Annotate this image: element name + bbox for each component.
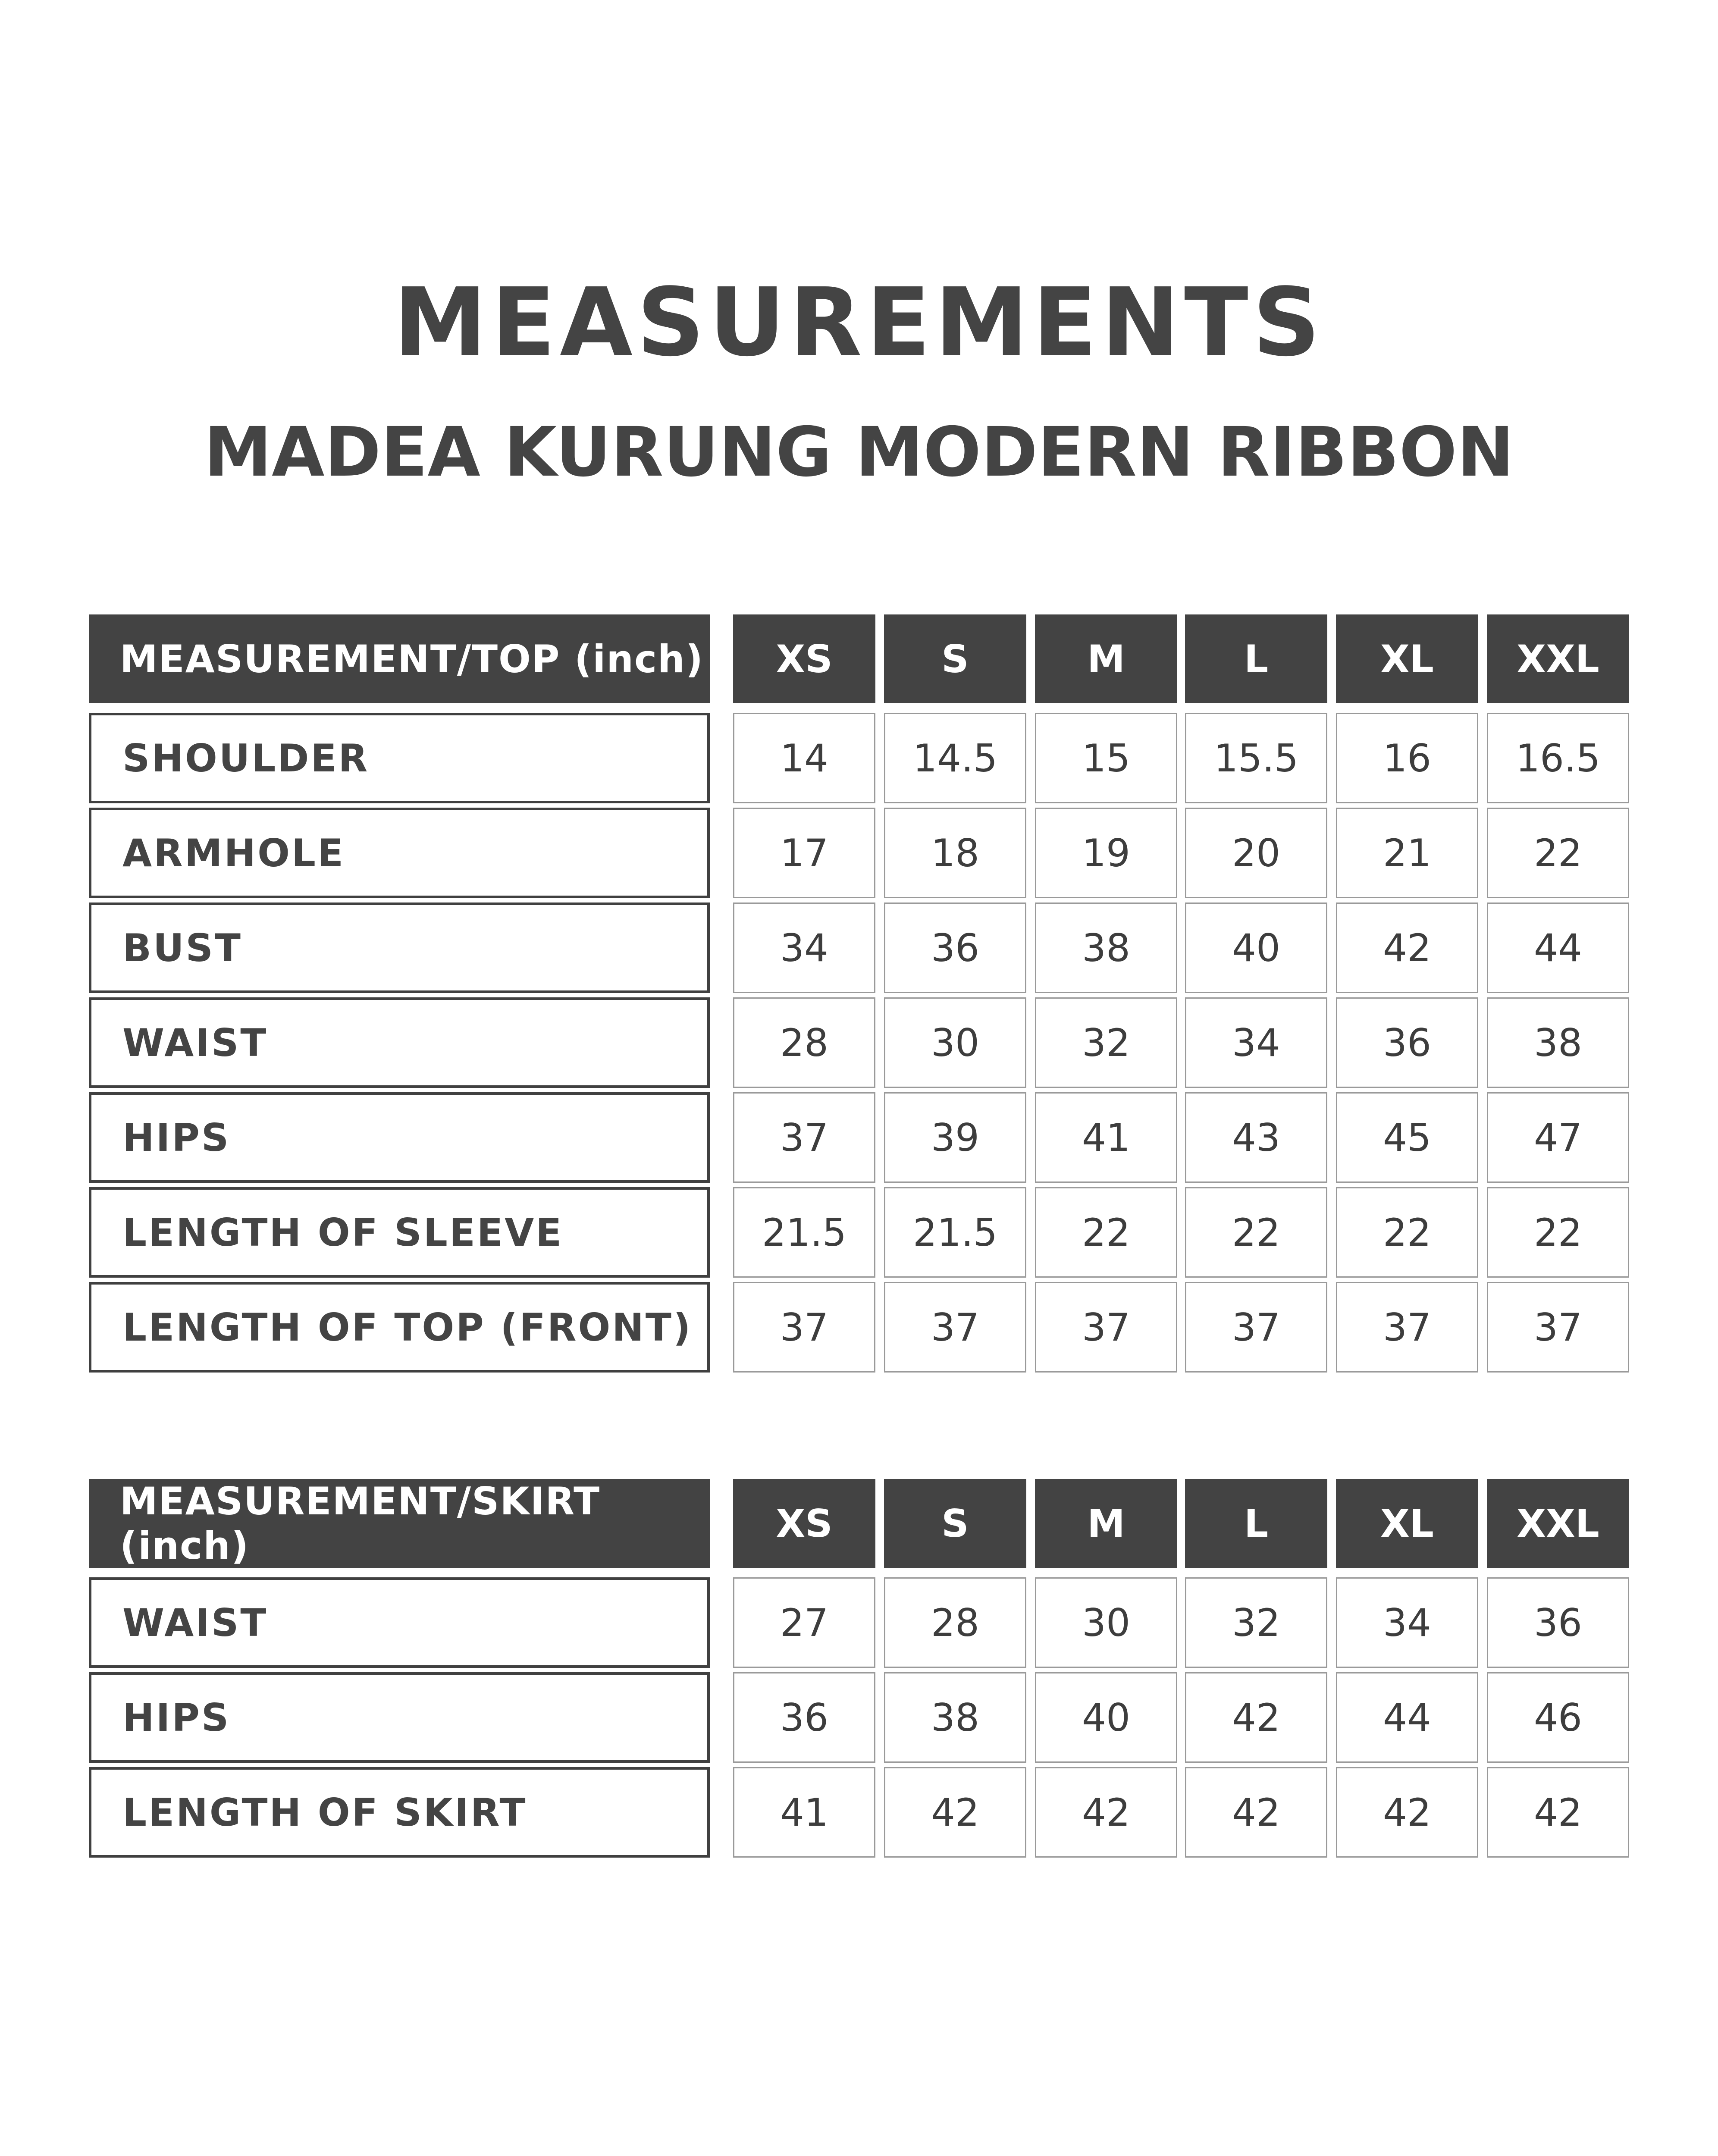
size-header: XXL: [1487, 614, 1629, 703]
table-cell: 37: [1035, 1282, 1177, 1373]
table-cell: 38: [1035, 903, 1177, 993]
table-cell: 41: [1035, 1092, 1177, 1183]
table-cell: 36: [733, 1672, 875, 1763]
table-cell: 37: [884, 1282, 1026, 1373]
table-cell: 44: [1336, 1672, 1478, 1763]
table-cell: 21.5: [884, 1187, 1026, 1278]
size-header: M: [1035, 614, 1177, 703]
table-cell: 32: [1185, 1577, 1327, 1668]
table-header-label: MEASUREMENT/SKIRT (inch): [89, 1479, 710, 1568]
table-cell: 17: [733, 808, 875, 898]
table-cell: 22: [1487, 808, 1629, 898]
table-cell: 38: [884, 1672, 1026, 1763]
size-header: XXL: [1487, 1479, 1629, 1568]
table-cell: 43: [1185, 1092, 1327, 1183]
table-cell: 22: [1185, 1187, 1327, 1278]
table-cell: 36: [1336, 997, 1478, 1088]
table-cell: 30: [1035, 1577, 1177, 1668]
table-cell: 45: [1336, 1092, 1478, 1183]
row-label: SHOULDER: [89, 713, 710, 803]
size-header: XL: [1336, 614, 1478, 703]
table-cell: 42: [1336, 1767, 1478, 1858]
table-cell: 19: [1035, 808, 1177, 898]
table-cell: 37: [1336, 1282, 1478, 1373]
table-cell: 42: [1035, 1767, 1177, 1858]
table-cell: 39: [884, 1092, 1026, 1183]
table-cell: 46: [1487, 1672, 1629, 1763]
table-cell: 20: [1185, 808, 1327, 898]
table-cell: 27: [733, 1577, 875, 1668]
table-cell: 14: [733, 713, 875, 803]
size-header: L: [1185, 1479, 1327, 1568]
table-cell: 37: [1185, 1282, 1327, 1373]
page-title: MEASUREMENTS: [393, 268, 1325, 377]
table-header-label: MEASUREMENT/TOP (inch): [89, 614, 710, 703]
row-label: WAIST: [89, 1577, 710, 1668]
table-cell: 16: [1336, 713, 1478, 803]
table-cell: 28: [733, 997, 875, 1088]
table-cell: 40: [1185, 903, 1327, 993]
table-cell: 40: [1035, 1672, 1177, 1763]
size-header: S: [884, 614, 1026, 703]
table-cell: 34: [1185, 997, 1327, 1088]
size-header: XS: [733, 614, 875, 703]
table-cell: 42: [1185, 1672, 1327, 1763]
size-header: S: [884, 1479, 1026, 1568]
table-cell: 30: [884, 997, 1026, 1088]
table-cell: 18: [884, 808, 1026, 898]
table-cell: 22: [1336, 1187, 1478, 1278]
size-header: XL: [1336, 1479, 1478, 1568]
row-label: BUST: [89, 903, 710, 993]
table-cell: 14.5: [884, 713, 1026, 803]
size-header: M: [1035, 1479, 1177, 1568]
table-cell: 38: [1487, 997, 1629, 1088]
table-cell: 36: [884, 903, 1026, 993]
table-cell: 34: [733, 903, 875, 993]
size-header: XS: [733, 1479, 875, 1568]
table-cell: 21.5: [733, 1187, 875, 1278]
table-cell: 28: [884, 1577, 1026, 1668]
table-cell: 21: [1336, 808, 1478, 898]
table-cell: 32: [1035, 997, 1177, 1088]
row-label: LENGTH OF SLEEVE: [89, 1187, 710, 1278]
table-cell: 15.5: [1185, 713, 1327, 803]
table-cell: 42: [884, 1767, 1026, 1858]
table-cell: 36: [1487, 1577, 1629, 1668]
row-label: WAIST: [89, 997, 710, 1088]
table-cell: 15: [1035, 713, 1177, 803]
table-cell: 44: [1487, 903, 1629, 993]
table-cell: 16.5: [1487, 713, 1629, 803]
row-label: ARMHOLE: [89, 808, 710, 898]
table-cell: 47: [1487, 1092, 1629, 1183]
size-header: L: [1185, 614, 1327, 703]
table-cell: 42: [1185, 1767, 1327, 1858]
table-cell: 42: [1487, 1767, 1629, 1858]
table-cell: 22: [1035, 1187, 1177, 1278]
product-name: MADEA KURUNG MODERN RIBBON: [204, 413, 1514, 492]
row-label: LENGTH OF TOP (FRONT): [89, 1282, 710, 1373]
table-cell: 42: [1336, 903, 1478, 993]
row-label: HIPS: [89, 1672, 710, 1763]
table-cell: 37: [1487, 1282, 1629, 1373]
table-cell: 41: [733, 1767, 875, 1858]
table-cell: 37: [733, 1092, 875, 1183]
table-cell: 37: [733, 1282, 875, 1373]
row-label: HIPS: [89, 1092, 710, 1183]
table-cell: 22: [1487, 1187, 1629, 1278]
row-label: LENGTH OF SKIRT: [89, 1767, 710, 1858]
table-cell: 34: [1336, 1577, 1478, 1668]
